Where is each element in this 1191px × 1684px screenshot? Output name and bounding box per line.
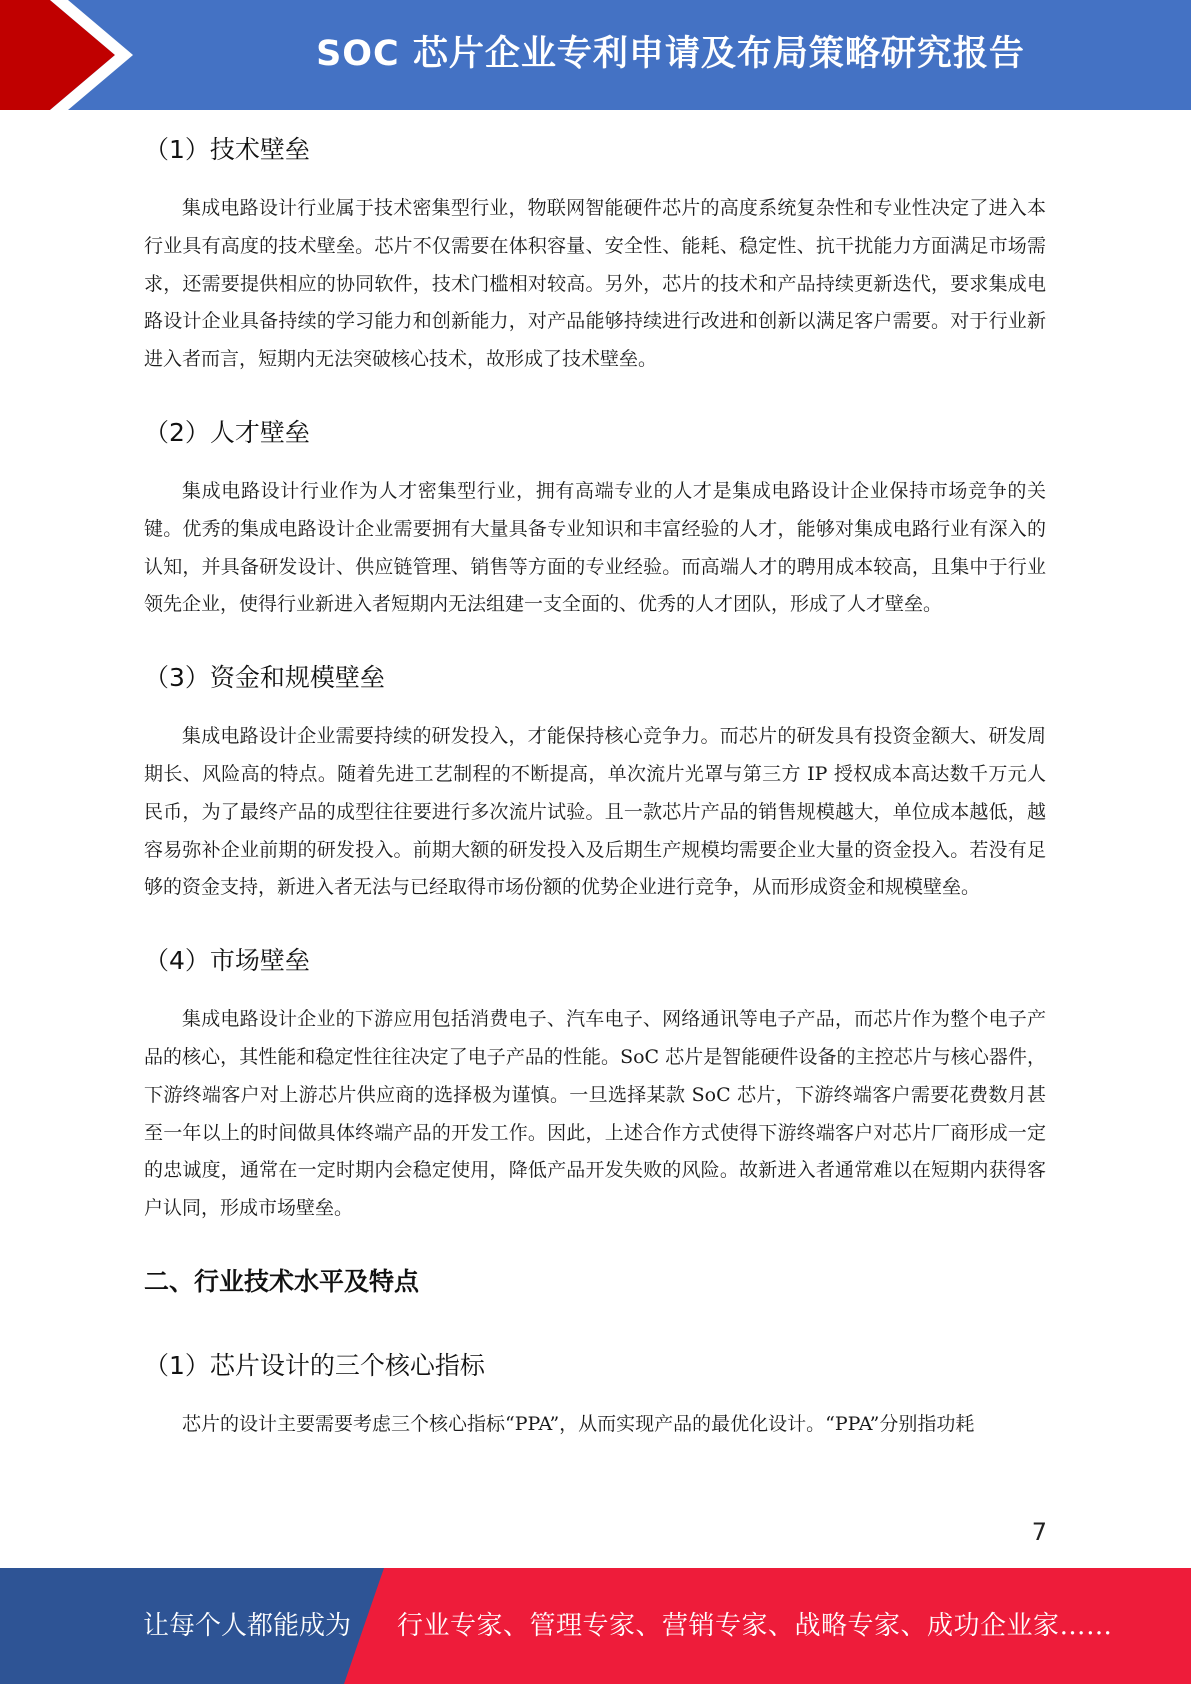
header-banner <box>0 0 1191 110</box>
section-paragraph-tech-barrier: 集成电路设计行业属于技术密集型行业，物联网智能硬件芯片的高度系统复杂性和专业性决定了进入本行业具有高度的技术壁垒。芯片不仅需要在体积容量、安全性、能耗、稳定性、抗干扰能力方面满足市场需求，还需要提供相应的协同软件，技术门槛相对较高。另外，芯片的技术和产品持续更新迭代，要求集成电路设计企业具备持续的学习能力和创新能力，对产品能够持续进行改进和创新以满足客户需要。对于行业新进入者而言，短期内无法突破核心技术，故形成了技术壁垒。 <box>144 197 1046 371</box>
section-heading-capital-barrier: （3）资金和规模壁垒 <box>144 663 385 693</box>
section-heading-talent-barrier: （2）人才壁垒 <box>144 417 310 447</box>
footer-slogan-right: 行业专家、管理专家、营销专家、战略专家、成功企业家…… <box>397 1611 1113 1641</box>
chapter-subheading: （1）芯片设计的三个核心指标 <box>144 1350 485 1380</box>
page-number: 7 <box>1031 1518 1047 1546</box>
chapter-paragraph: 芯片的设计主要需要考虑三个核心指标“PPA”，从而实现产品的最优化设计。“PPA”分别指功耗 <box>182 1412 975 1435</box>
chapter-heading: 二、行业技术水平及特点 <box>144 1266 420 1296</box>
section-heading-market-barrier: （4）市场壁垒 <box>144 946 310 976</box>
section-paragraph-talent-barrier: 集成电路设计行业作为人才密集型行业，拥有高端专业的人才是集成电路设计企业保持市场竞争的关键。优秀的集成电路设计企业需要拥有大量具备专业知识和丰富经验的人才，能够对集成电路行业有深入的认知，并具备研发设计、供应链管理、销售等方面的专业经验。而高端人才的聘用成本较高，且集中于行业领先企业，使得行业新进入者短期内无法组建一支全面的、优秀的人才团队，形成了人才壁垒。 <box>144 479 1046 616</box>
document-body <box>144 120 1046 1444</box>
footer-banner <box>0 1568 1191 1684</box>
section-paragraph-market-barrier: 集成电路设计企业的下游应用包括消费电子、汽车电子、网络通讯等电子产品，而芯片作为整个电子产品的核心，其性能和稳定性往往决定了电子产品的性能。SoC 芯片是智能硬件设备的主控芯片与核心器件，下游终端客户对上游芯片供应商的选择极为谨慎。一旦选择某款 SoC 芯片，下游终端客户需要花费数月甚至一年以上的时间做具体终端产品的开发工作。因此，上述合作方式使得下游终端客户对芯片厂商形成一定的忠诚度，通常在一定时期内会稳定使用，降低产品开发失败的风险。故新进入者通常难以在短期内获得客户认同，形成市场壁垒。 <box>144 1008 1046 1220</box>
footer-slogan-left: 让每个人都能成为 <box>143 1611 352 1641</box>
report-title: SOC 芯片企业专利申请及布局策略研究报告 <box>316 34 1025 74</box>
section-paragraph-capital-barrier: 集成电路设计企业需要持续的研发投入，才能保持核心竞争力。而芯片的研发具有投资金额大、研发周期长、风险高的特点。随着先进工艺制程的不断提高，单次流片光罩与第三方 IP 授权成本高达数千万元人民币，为了最终产品的成型往往要进行多次流片试验。且一款芯片产品的销售规模越大，单位成本越低，越容易弥补企业前期的研发投入。前期大额的研发投入及后期生产规模均需要企业大量的资金投入。若没有足够的资金支持，新进入者无法与已经取得市场份额的优势企业进行竞争，从而形成资金和规模壁垒。 <box>144 725 1046 899</box>
header-arrow-decoration <box>0 0 150 110</box>
section-heading-tech-barrier: （1）技术壁垒 <box>144 135 310 164</box>
